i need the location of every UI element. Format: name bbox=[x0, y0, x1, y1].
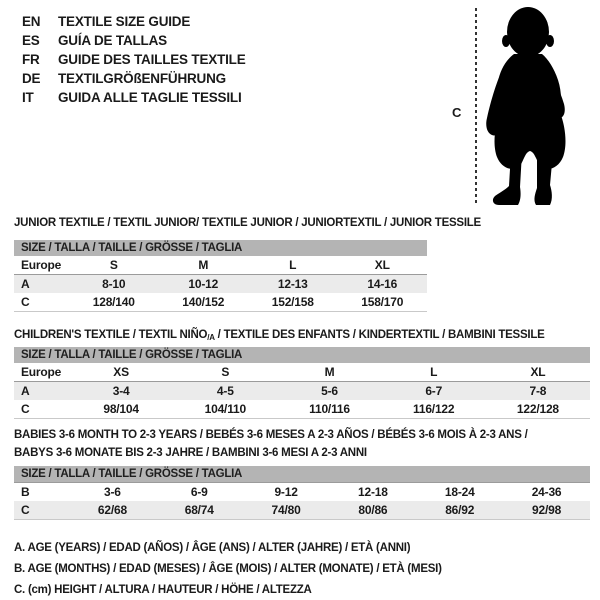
table-cell: 128/140 bbox=[92, 295, 135, 309]
table-cell: 5-6 bbox=[321, 384, 338, 398]
table-row-age bbox=[14, 274, 427, 293]
height-measure-dotted-line bbox=[475, 8, 477, 206]
row-label: Europe bbox=[21, 258, 62, 272]
language-row-es bbox=[22, 31, 246, 50]
table-cell: 6-9 bbox=[190, 485, 208, 499]
size-header-bar: SIZE / TALLA / TAILLE / GRÖSSE / TAGLIA bbox=[14, 240, 427, 256]
language-title: TEXTILGRÖßENFÜHRUNG bbox=[58, 71, 226, 86]
row-label: Europe bbox=[21, 365, 62, 379]
language-row-it bbox=[22, 88, 246, 107]
children-title-sub: /A bbox=[207, 333, 215, 342]
footnote-age-months: B. AGE (MONTHS) / EDAD (MESES) / ÂGE (MOIS) / ALTER (MONATE) / ETÀ (MESI) bbox=[14, 563, 442, 575]
language-row-en bbox=[22, 12, 246, 31]
table-cell: 3-6 bbox=[104, 485, 121, 499]
footnote-age-years: A. AGE (YEARS) / EDAD (AÑOS) / ÂGE (ANS) / ALTER (JAHRE) / ETÀ (ANNI) bbox=[14, 542, 411, 554]
babies-title-line1: BABIES 3-6 MONTH TO 2-3 YEARS / BEBÉS 3-6 MESES A 2-3 AÑOS / BÉBÉS 3-6 MOIS À 2-3 ANS / bbox=[14, 429, 528, 441]
table-cell: 62/68 bbox=[97, 503, 127, 517]
table-cell: 10-12 bbox=[188, 277, 219, 291]
children-title-pre: CHILDREN'S TEXTILE / TEXTIL NIÑO bbox=[14, 329, 208, 341]
table-cell: S bbox=[221, 365, 230, 379]
language-code: EN bbox=[22, 14, 41, 29]
table-cell: M bbox=[198, 258, 209, 272]
junior-size-table bbox=[14, 240, 427, 312]
table-row-height bbox=[14, 501, 590, 519]
language-title: GUIDE DES TAILLES TEXTILE bbox=[58, 52, 246, 67]
baby-silhouette-icon bbox=[484, 4, 576, 206]
children-section-title bbox=[14, 328, 545, 345]
table-row-age bbox=[14, 381, 590, 400]
table-cell: M bbox=[324, 365, 335, 379]
table-cell: 68/74 bbox=[184, 503, 214, 517]
table-cell: 18-24 bbox=[444, 485, 475, 499]
table-cell: 12-13 bbox=[277, 277, 308, 291]
table-cell: 98/104 bbox=[103, 402, 139, 416]
table-cell: 104/110 bbox=[204, 402, 246, 416]
table-cell: 24-36 bbox=[531, 485, 562, 499]
table-cell: 122/128 bbox=[516, 402, 559, 416]
table-row-height bbox=[14, 400, 590, 418]
footnote-height: C. (cm) HEIGHT / ALTURA / HAUTEUR / HÖHE / ALTEZZA bbox=[14, 584, 312, 596]
row-label: C bbox=[21, 402, 30, 416]
table-cell: XL bbox=[374, 258, 390, 272]
table-cell: 74/80 bbox=[271, 503, 301, 517]
junior-section-title: JUNIOR TEXTILE / TEXTIL JUNIOR/ TEXTILE JUNIOR / JUNIORTEXTIL / JUNIOR TESSILE bbox=[14, 217, 481, 229]
babies-size-table bbox=[14, 466, 590, 520]
language-title: TEXTILE SIZE GUIDE bbox=[58, 14, 191, 29]
table-cell: 14-16 bbox=[367, 277, 398, 291]
size-header-bar: SIZE / TALLA / TAILLE / GRÖSSE / TAGLIA bbox=[14, 466, 590, 482]
table-cell: 3-4 bbox=[112, 384, 130, 398]
row-label: C bbox=[21, 503, 30, 517]
table-cell: XL bbox=[530, 365, 546, 379]
table-cell: 6-7 bbox=[425, 384, 443, 398]
table-cell: 110/116 bbox=[309, 402, 350, 416]
table-cell: 86/92 bbox=[445, 503, 475, 517]
table-cell: 4-5 bbox=[216, 384, 234, 398]
language-code: IT bbox=[22, 90, 34, 105]
row-label: C bbox=[21, 295, 30, 309]
row-label: A bbox=[21, 277, 30, 291]
table-row-europe bbox=[14, 363, 590, 381]
children-size-table bbox=[14, 347, 590, 419]
size-header-bar: SIZE / TALLA / TAILLE / GRÖSSE / TAGLIA bbox=[14, 347, 590, 363]
table-cell: 7-8 bbox=[529, 384, 547, 398]
table-cell: XS bbox=[113, 365, 129, 379]
language-title: GUÍA DE TALLAS bbox=[58, 33, 167, 48]
table-cell: 140/152 bbox=[182, 295, 225, 309]
language-row-fr bbox=[22, 50, 246, 69]
table-row-height bbox=[14, 293, 427, 311]
table-cell: 92/98 bbox=[532, 503, 562, 517]
table-cell: L bbox=[430, 365, 438, 379]
table-cell: 12-18 bbox=[358, 485, 388, 499]
table-cell: 80/86 bbox=[358, 503, 388, 517]
row-label: B bbox=[21, 485, 30, 499]
table-cell: L bbox=[289, 258, 297, 272]
table-row-age-months bbox=[14, 482, 590, 501]
table-cell: 9-12 bbox=[274, 485, 298, 499]
table-cell: S bbox=[109, 258, 118, 272]
row-label: A bbox=[21, 384, 30, 398]
table-row-europe bbox=[14, 256, 427, 274]
language-title: GUIDA ALLE TAGLIE TESSILI bbox=[58, 90, 242, 105]
footnote-legend bbox=[14, 538, 442, 600]
language-code: ES bbox=[22, 33, 40, 48]
table-cell: 158/170 bbox=[361, 295, 404, 309]
children-title-post: / TEXTILE DES ENFANTS / KINDERTEXTIL / BAMBINI TESSILE bbox=[214, 329, 545, 341]
babies-title-line2: BABYS 3-6 MONATE BIS 2-3 JAHRE / BAMBINI 3-6 MESI A 2-3 ANNI bbox=[14, 447, 367, 459]
table-cell: 152/158 bbox=[271, 295, 314, 309]
language-code: FR bbox=[22, 52, 40, 67]
babies-section-title bbox=[14, 426, 528, 462]
table-cell: 8-10 bbox=[102, 277, 126, 291]
language-title-list bbox=[22, 12, 246, 107]
language-row-de bbox=[22, 69, 246, 88]
height-measure-label: C bbox=[452, 105, 462, 120]
language-code: DE bbox=[22, 71, 41, 86]
table-cell: 116/122 bbox=[413, 402, 455, 416]
